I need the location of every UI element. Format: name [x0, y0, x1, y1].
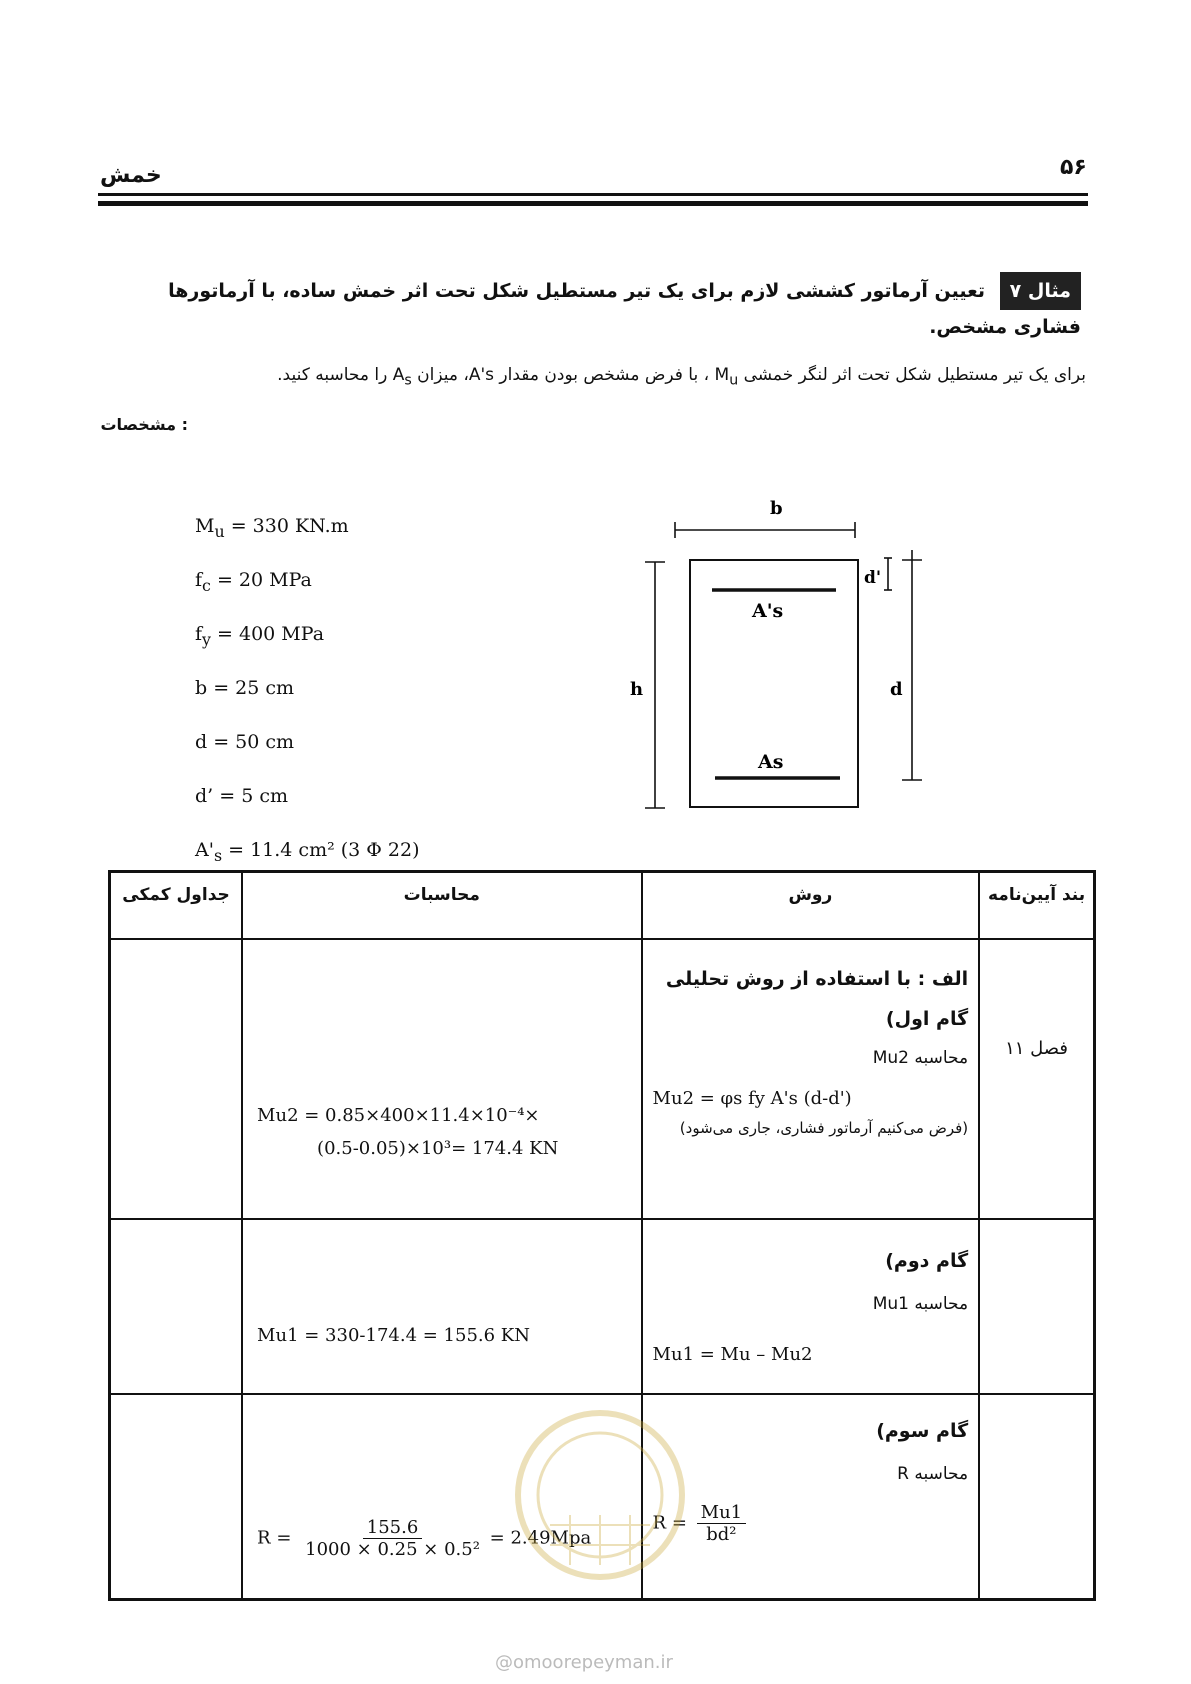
label-d: d — [890, 679, 903, 700]
problem-sub-2: s — [404, 372, 412, 389]
assumption-note: (فرض می‌کنیم آرماتور فشاری، جاری می‌شود) — [679, 1119, 969, 1137]
aux-cell — [110, 1394, 243, 1599]
compute-label: محاسبه Mu1 — [872, 1294, 969, 1314]
method-heading: الف : با استفاده از روش تحلیلی — [665, 968, 969, 990]
formula: Mu2 = φs fy A's (d-d') — [652, 1088, 852, 1109]
calc-line: R = $\frac{155.6}{\text{1000 × 0.25 × 0.5²}}$ = 2.49Mpa — [257, 1517, 592, 1560]
spec-item: $M_u = 330$ KN.m — [195, 515, 349, 541]
header-clause: بند آیین‌نامه — [979, 872, 1094, 940]
calc-line: Mu1 = 330-174.4 = 155.6 KN — [257, 1325, 530, 1346]
header-aux: جداول کمکی — [110, 872, 243, 940]
calc-cell — [242, 939, 642, 1219]
compute-label: محاسبه Mu2 — [872, 1048, 969, 1068]
problem-text-1: برای یک تیر مستطیل شکل تحت اثر لنگر خمشی M — [714, 365, 1086, 385]
label-dprime: d' — [864, 568, 882, 588]
label-as-bottom: As — [758, 751, 784, 773]
table-row — [110, 939, 1095, 1219]
step-label: گام سوم) — [876, 1420, 969, 1442]
aux-cell — [110, 939, 243, 1219]
table-header-row — [110, 872, 1095, 940]
method-cell — [642, 1394, 980, 1599]
label-b: b — [770, 498, 783, 519]
compute-label: محاسبه R — [897, 1464, 969, 1484]
spec-item: $f_y = 400$ MPa — [195, 623, 325, 649]
spec-item: d = 50 cm — [195, 731, 295, 753]
problem-statement — [86, 365, 1086, 388]
watermark-text: @omoorepeyman.ir — [495, 1652, 673, 1673]
header-rule-thick — [98, 201, 1088, 206]
step-label: گام دوم) — [885, 1250, 969, 1272]
label-as-top: A's — [752, 600, 784, 622]
step-label: گام اول) — [885, 1008, 969, 1030]
specs-label: : مشخصات — [100, 415, 188, 434]
chapter-title: خمش — [100, 163, 162, 188]
label-h: h — [630, 679, 644, 700]
formula: R = $\frac{Mu1}{\text{bd²}}$ — [653, 1502, 969, 1545]
header-method: روش — [642, 872, 980, 940]
problem-sub-1: u — [729, 372, 739, 389]
calc-line: (0.5-0.05)×10³= 174.4 KN — [317, 1138, 559, 1159]
clause-cell — [979, 1219, 1094, 1394]
problem-text-2: ، با فرض مشخص بودن مقدار A's، میزان A — [392, 365, 715, 385]
clause-cell — [979, 1394, 1094, 1599]
beam-section-diagram — [630, 490, 940, 820]
spec-item: $A'_s = 11.4$ cm² (3 Φ 22) — [195, 839, 420, 865]
spec-item: d’ = 5 cm — [195, 785, 288, 807]
spec-item: b = 25 cm — [195, 677, 295, 699]
example-badge: مثال ۷ — [1000, 272, 1081, 310]
example-heading — [121, 272, 1081, 344]
method-cell — [642, 939, 980, 1219]
watermark-seal-icon — [510, 1405, 690, 1585]
header-calc: محاسبات — [242, 872, 642, 940]
problem-text-3: را محاسبه کنید. — [277, 365, 393, 385]
page-number: ۵۶ — [1060, 155, 1087, 180]
aux-cell — [110, 1219, 243, 1394]
header-rule-thin — [98, 193, 1088, 196]
formula: Mu1 = Mu – Mu2 — [652, 1344, 813, 1365]
method-cell — [642, 1219, 980, 1394]
spec-item: $f_c = 20$ MPa — [195, 569, 312, 595]
calc-cell — [242, 1219, 642, 1394]
calc-line: Mu2 = 0.85×400×11.4×10⁻⁴× — [257, 1105, 540, 1126]
clause-cell: فصل ۱۱ — [979, 939, 1094, 1219]
example-title: تعیین آرماتور کششی لازم برای یک تیر مستطیل شکل تحت اثر خمش ساده، با آرماتورها فشاری مشخص. — [168, 280, 1081, 338]
table-row — [110, 1219, 1095, 1394]
